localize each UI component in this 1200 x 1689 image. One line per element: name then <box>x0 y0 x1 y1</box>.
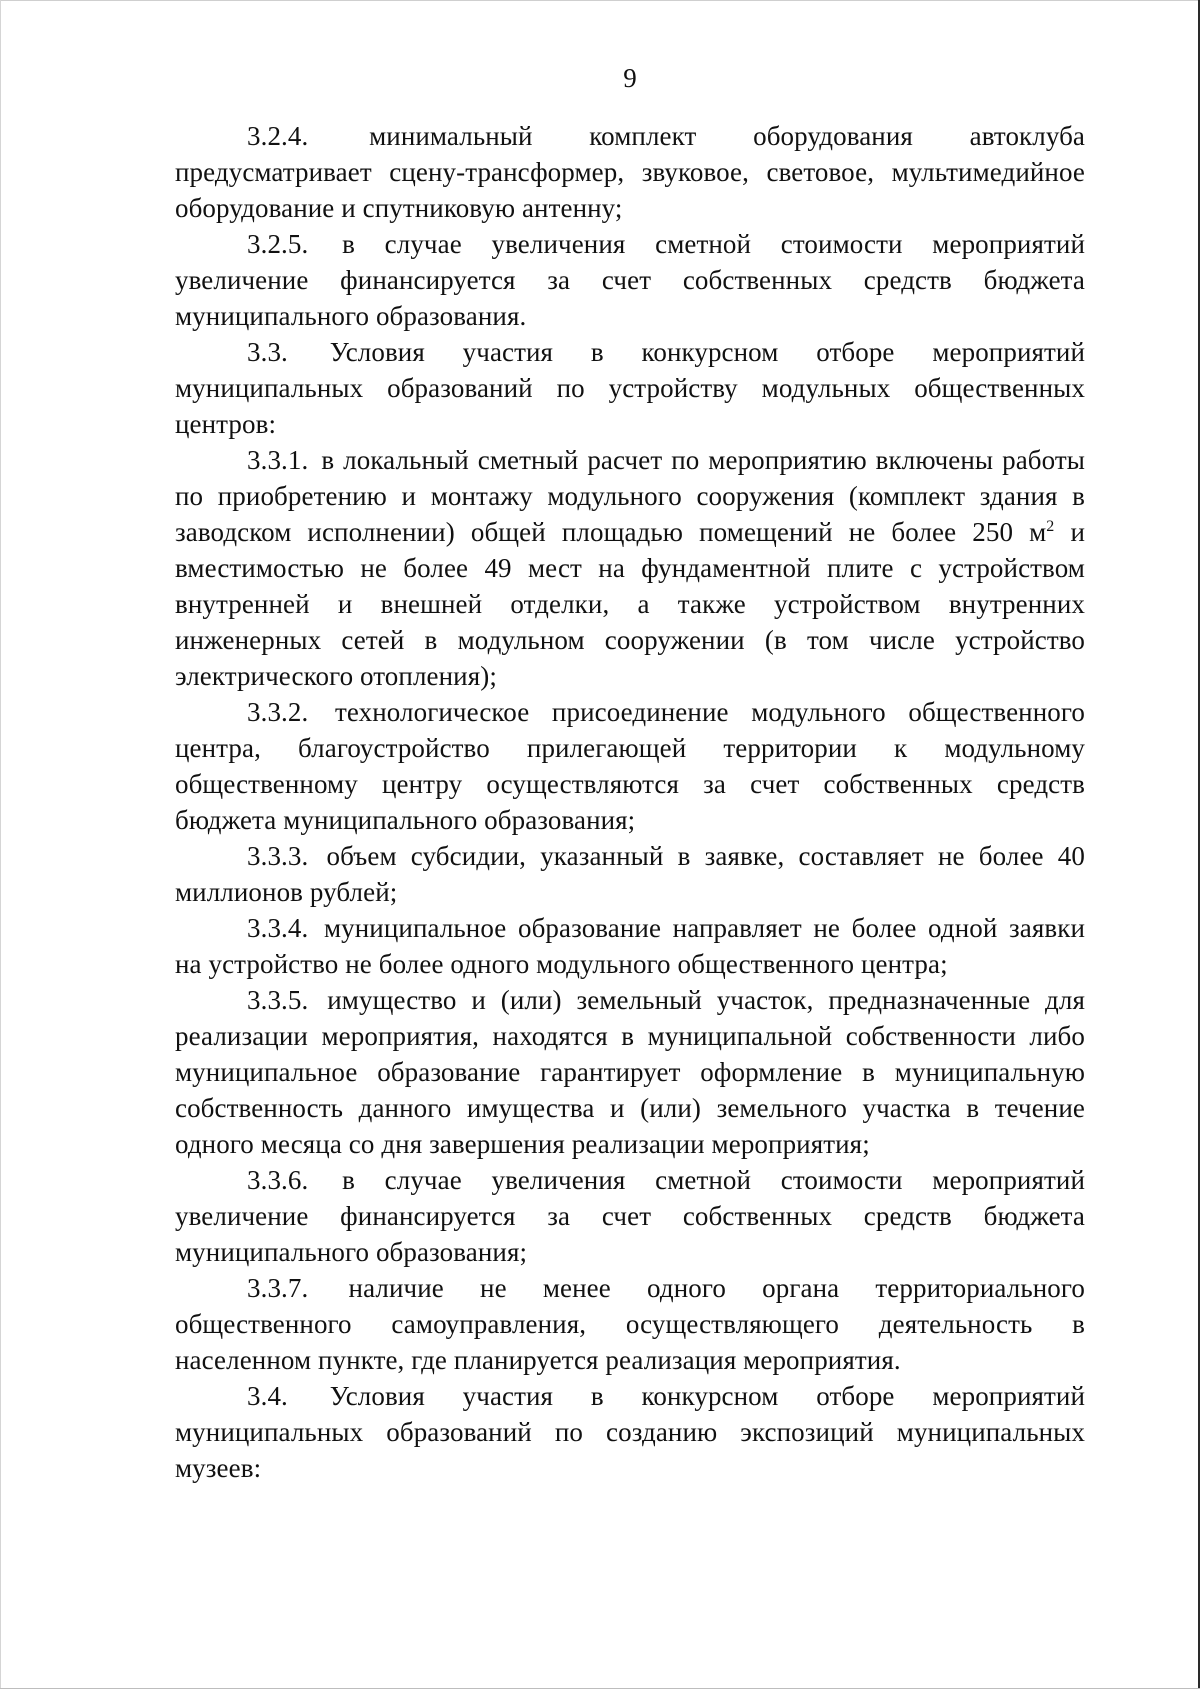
paragraph-3-3-7 <box>175 1270 1085 1378</box>
paragraph-text: в случае увеличения сметной стоимости мероприятий увеличение финансируется за счет собственных средств бюджета муниципального образования; <box>175 1165 1085 1267</box>
paragraph-number: 3.3.2. <box>247 697 309 727</box>
paragraph-3-3 <box>175 334 1085 442</box>
paragraph-number: 3.3.4. <box>247 913 309 943</box>
paragraph-text: наличие не менее одного органа территориального общественного самоуправления, осуществляющего деятельность в населенном пункте, где планируется реализация мероприятия. <box>175 1273 1085 1375</box>
paragraph-text: минимальный комплект оборудования автоклуба предусматривает сцену-трансформер, звуковое, световое, мультимедийное оборудование и спутниковую антенну; <box>175 121 1085 223</box>
paragraph-text-after: и вместимостью не более 49 мест на фундаментной плите с устройством внутренней и внешней отделки, а также устройством внутренних инженерных сетей в модульном сооружении (в том числе устройство электрического отопления); <box>175 517 1085 691</box>
paragraph-number: 3.3.6. <box>247 1165 309 1195</box>
paragraph-number: 3.2.5. <box>247 229 309 259</box>
paragraph-text: имущество и (или) земельный участок, предназначенные для реализации мероприятия, находятся в муниципальной собственности либо муниципальное образование гарантирует оформление в муниципальную собственность данного имущества и (или) земельного участка в течение одного месяца со дня завершения реализации мероприятия; <box>175 985 1085 1159</box>
paragraph-3-3-5 <box>175 982 1085 1162</box>
paragraph-text-before: в локальный сметный расчет по мероприятию включены работы по приобретению и монтажу модульного сооружения (комплект здания в заводском исполнении) общей площадью помещений не более 250 м <box>175 445 1085 547</box>
paragraph-number: 3.3.5. <box>247 985 309 1015</box>
paragraph-3-3-6 <box>175 1162 1085 1270</box>
square-meter-superscript: 2 <box>1046 518 1055 535</box>
paragraph-3-2-4 <box>175 118 1085 226</box>
scan-edge-left <box>0 0 1 1689</box>
paragraph-number: 3.3.7. <box>247 1273 309 1303</box>
paragraph-text: объем субсидии, указанный в заявке, составляет не более 40 миллионов рублей; <box>175 841 1085 907</box>
page-number: 9 <box>623 63 637 93</box>
paragraph-text: в случае увеличения сметной стоимости мероприятий увеличение финансируется за счет собственных средств бюджета муниципального образования. <box>175 229 1085 331</box>
paragraph-number: 3.3.1. <box>247 445 309 475</box>
paragraph-3-3-3 <box>175 838 1085 910</box>
scan-edge-top <box>0 0 1200 1</box>
paragraph-3-3-4 <box>175 910 1085 982</box>
paragraph-number: 3.4. <box>247 1381 288 1411</box>
paragraph-3-2-5 <box>175 226 1085 334</box>
paragraph-text: технологическое присоединение модульного общественного центра, благоустройство прилегающей территории к модульному общественному центру осуществляются за счет собственных средств бюджета муниципального образования; <box>175 697 1085 835</box>
paragraph-number: 3.2.4. <box>247 121 309 151</box>
paragraph-text: муниципальное образование направляет не более одной заявки на устройство не более одного модульного общественного центра; <box>175 913 1085 979</box>
paragraph-number: 3.3.3. <box>247 841 309 871</box>
document-body <box>175 118 1085 1486</box>
paragraph-number: 3.3. <box>247 337 288 367</box>
paragraph-text: Условия участия в конкурсном отборе мероприятий муниципальных образований по устройству модульных общественных центров: <box>175 337 1086 439</box>
paragraph-3-4 <box>175 1378 1085 1486</box>
paragraph-3-3-2 <box>175 694 1085 838</box>
paragraph-3-3-1 <box>175 442 1085 694</box>
paragraph-text: Условия участия в конкурсном отборе мероприятий муниципальных образований по созданию экспозиций муниципальных музеев: <box>175 1381 1086 1483</box>
